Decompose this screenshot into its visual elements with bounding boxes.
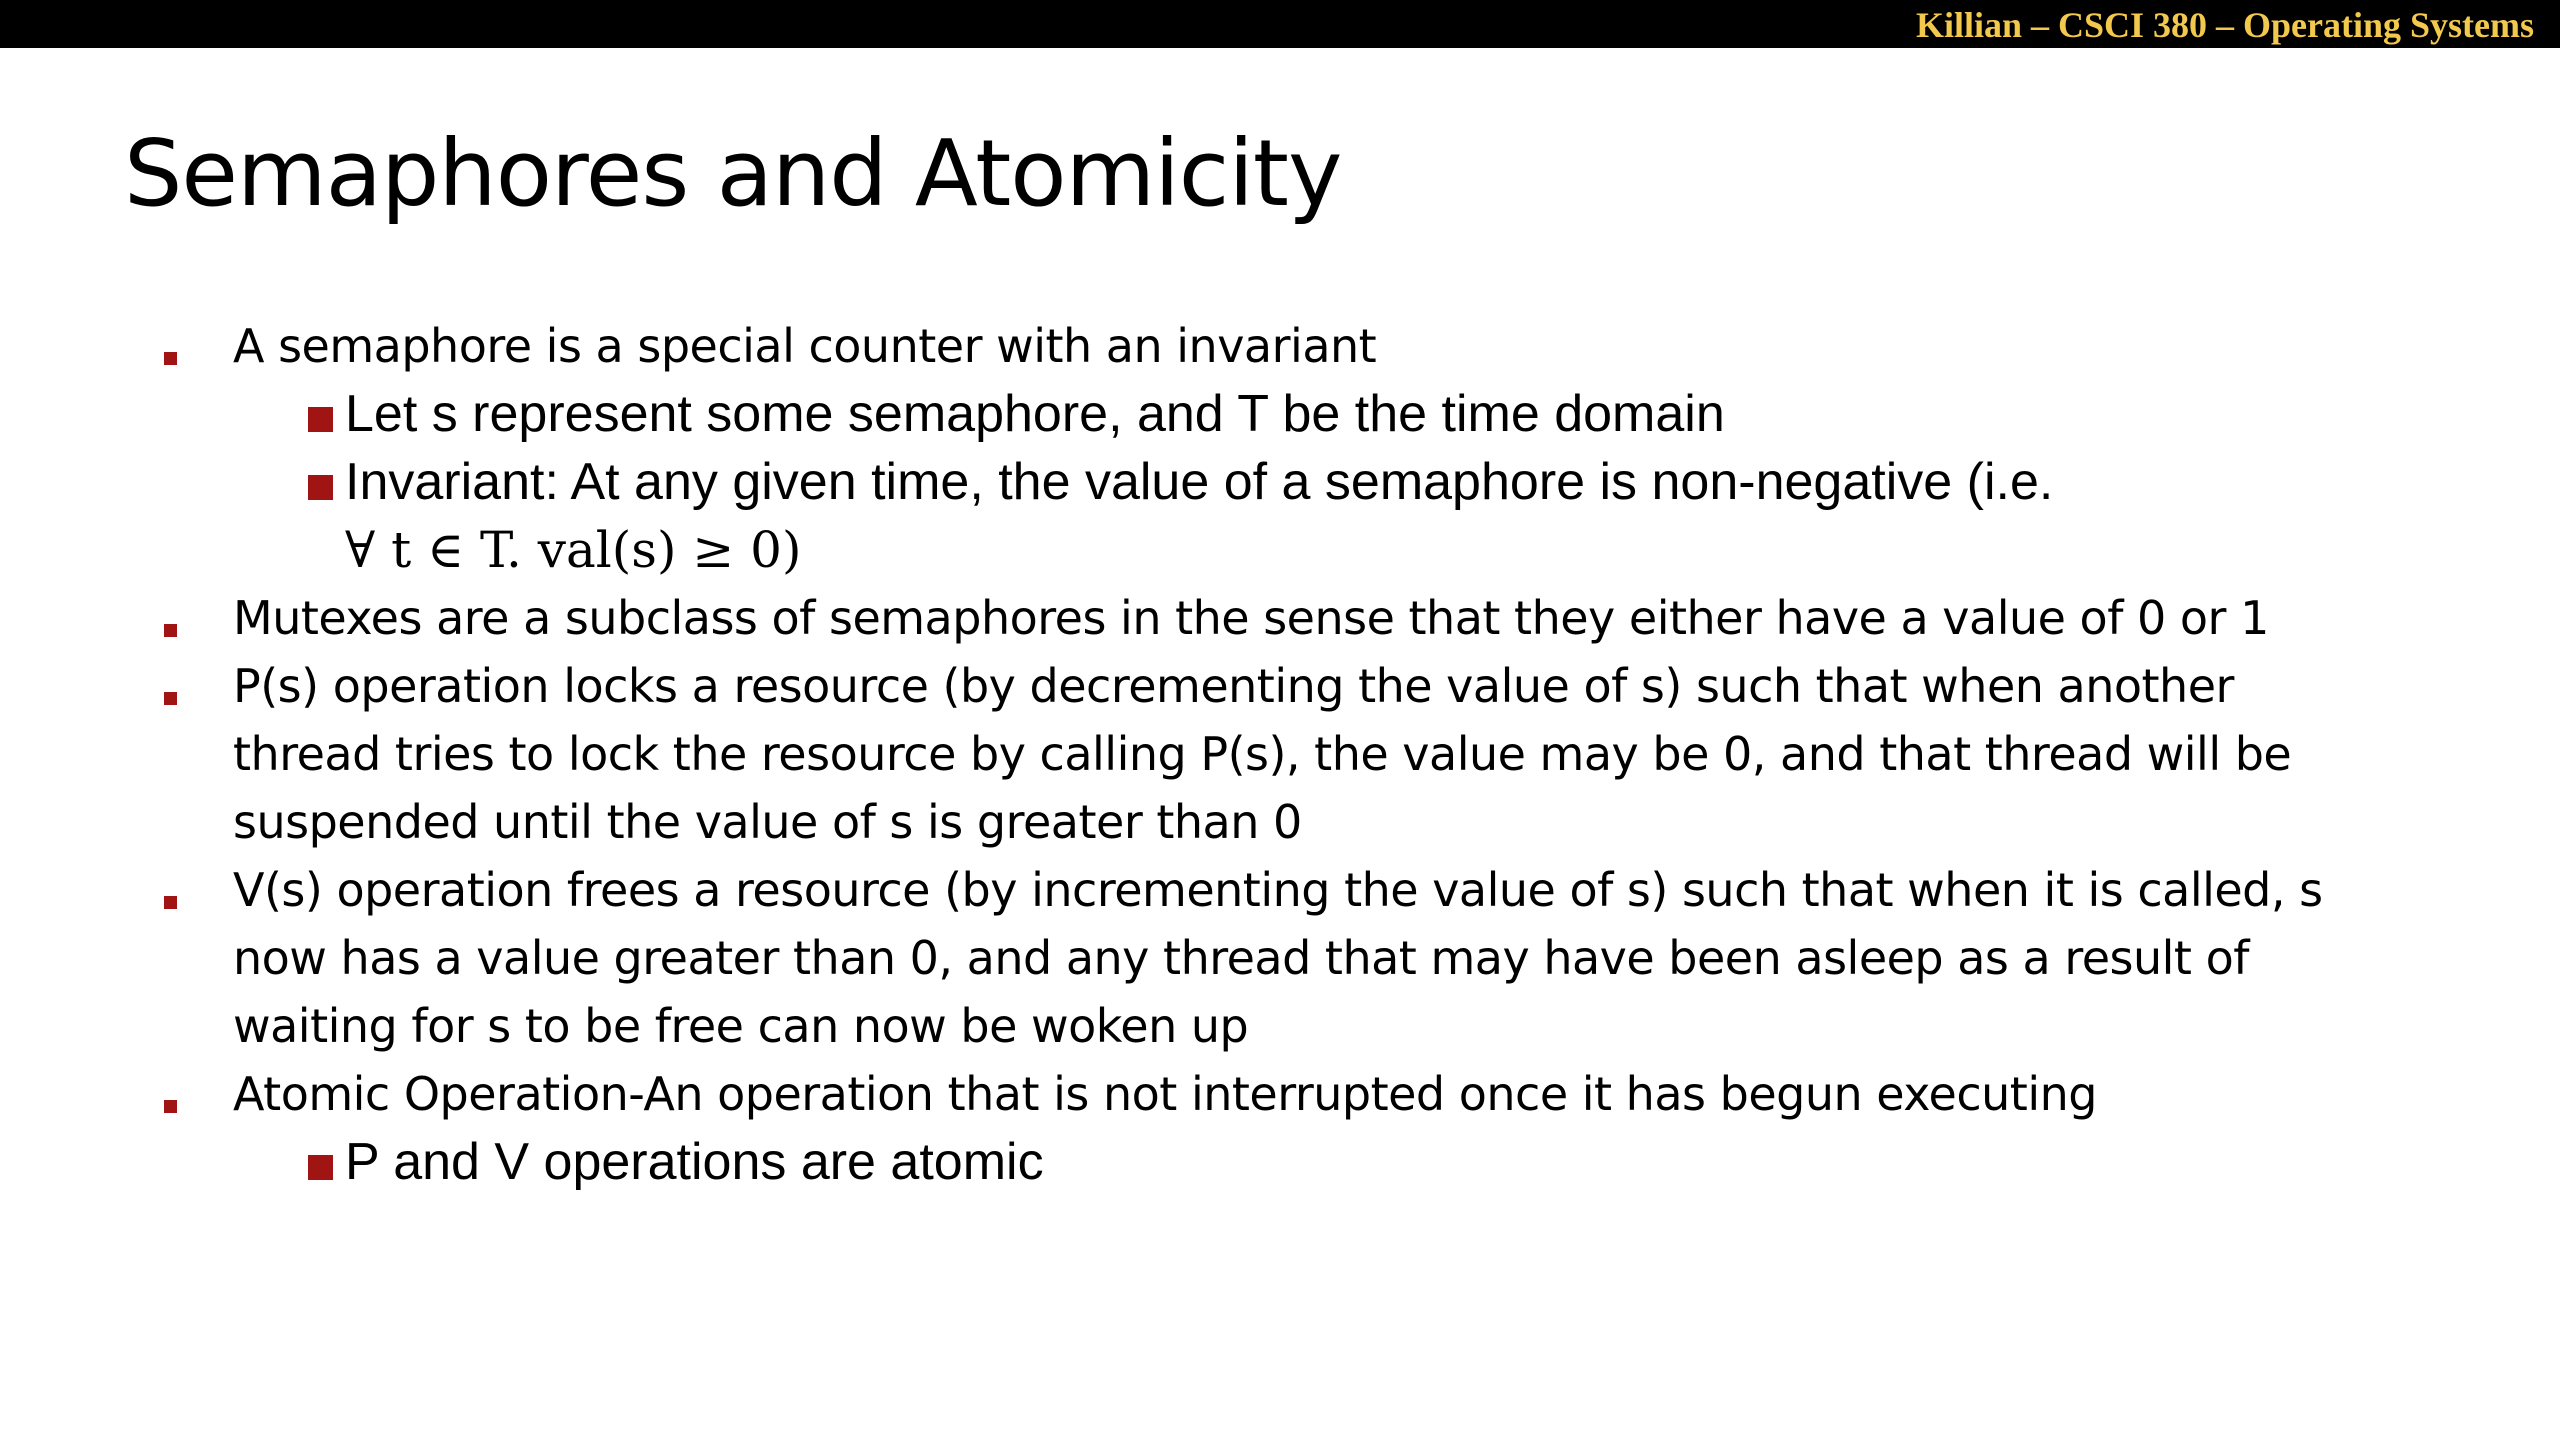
bullet-square-icon xyxy=(164,1100,177,1113)
header-bar xyxy=(0,0,2560,48)
sub-bullet-text: P and V operations are atomic xyxy=(345,1133,1044,1191)
bullet-list xyxy=(0,312,2560,1196)
course-header: Killian – CSCI 380 – Operating Systems xyxy=(1915,5,2534,45)
bullet-item xyxy=(0,1060,2560,1128)
sub-bullet-text: Let s represent some semaphore, and T be the time domain xyxy=(345,385,1725,443)
bullet-square-icon xyxy=(164,692,177,705)
bullet-text: A semaphore is a special counter with an invariant xyxy=(233,319,1377,373)
sub-bullet-text: Invariant: At any given time, the value of a semaphore is non-negative (i.e. xyxy=(345,453,2054,511)
sub-bullet-item xyxy=(0,448,2560,584)
bullet-text: V(s) operation frees a resource (by incrementing the value of s) such that when it is called, s now has a value greater than 0, and any thread that may have been asleep as a result of waiting for s to be free can now be woken up xyxy=(233,863,2323,1053)
bullet-text: Atomic Operation-An operation that is not interrupted once it has begun executing xyxy=(233,1067,2097,1121)
bullet-square-icon xyxy=(164,624,177,637)
invariant-formula: ∀ t ∈ T. val(s) ≥ 0) xyxy=(345,521,802,579)
sub-bullet-item xyxy=(0,380,2560,448)
sub-bullet-square-icon xyxy=(308,1155,333,1180)
bullet-item xyxy=(0,856,2560,1060)
bullet-item xyxy=(0,584,2560,652)
bullet-text: P(s) operation locks a resource (by decrementing the value of s) such that when another thread tries to lock the resource by calling P(s), the value may be 0, and that thread will be suspended until the value of s is greater than 0 xyxy=(233,659,2292,849)
slide-title: Semaphores and Atomicity xyxy=(124,120,1342,227)
sub-bullet-square-icon xyxy=(308,407,333,432)
sub-bullet-square-icon xyxy=(308,475,333,500)
bullet-square-icon xyxy=(164,352,177,365)
bullet-square-icon xyxy=(164,896,177,909)
bullet-item xyxy=(0,312,2560,380)
bullet-item xyxy=(0,652,2560,856)
bullet-text: Mutexes are a subclass of semaphores in the sense that they either have a value of 0 or 1 xyxy=(233,591,2269,645)
sub-bullet-item xyxy=(0,1128,2560,1196)
